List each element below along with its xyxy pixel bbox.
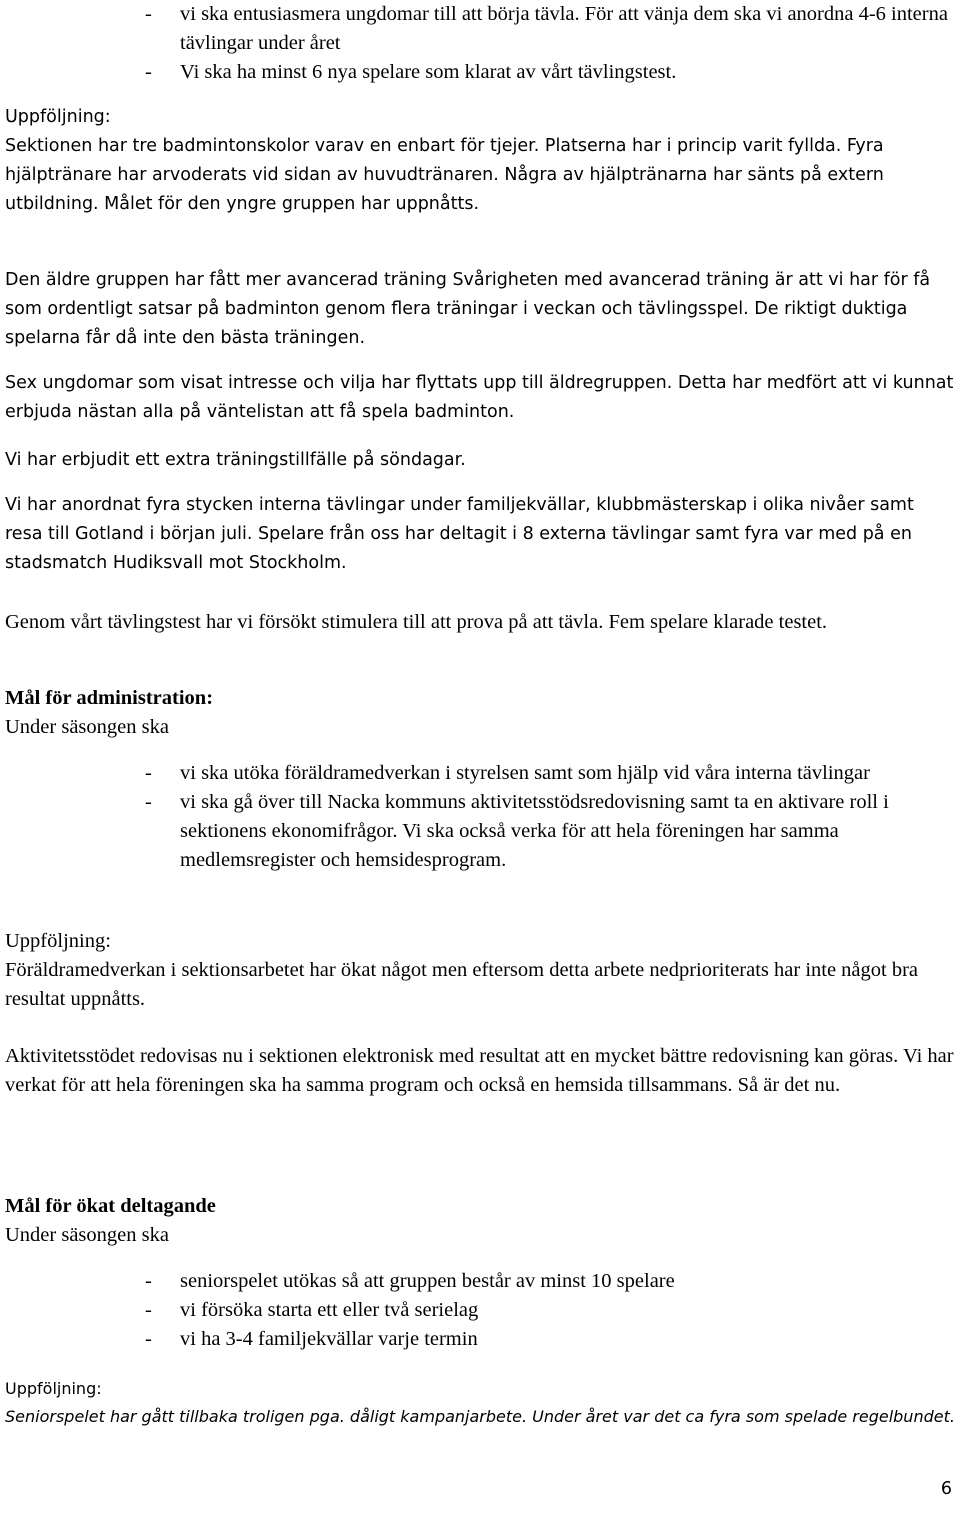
paragraph-six-youth: Sex ungdomar som visat intresse och vilja har flyttats upp till äldregruppen. Detta har medfört att vi kunnat erbjuda nästan alla på väntelistan att få spela badminton. [5, 373, 954, 422]
list-item: - vi ska gå över till Nacka kommuns aktivitetsstödsredovisning samt ta en aktivare roll i sektionens ekonomifrågor. Vi ska också verka för att hela föreningen har samma medlemsregister och hemsidesprogram. [145, 791, 889, 871]
admin-heading: Mål för administration: [5, 687, 214, 709]
goal-list-top [0, 0, 955, 87]
paragraph-test: Genom vårt tävlingstest har vi försökt stimulera till att prova på att tävla. Fem spelare klarade testet. [5, 611, 828, 633]
list-item: - vi ska utöka föräldramedverkan i styrelsen samt som hjälp vid våra interna tävlingar [145, 762, 870, 784]
followup-text: Föräldramedverkan i sektionsarbetet har ökat något men eftersom detta arbete nedprioriterats har inte något bra resultat uppnåtts. [5, 959, 919, 1010]
followup-label: Uppföljning: [5, 930, 111, 952]
admin-intro: Under säsongen ska [5, 716, 169, 738]
participation-goal-list [0, 1267, 955, 1354]
participation-intro: Under säsongen ska [5, 1224, 169, 1246]
followup-label: Uppföljning: [5, 107, 111, 127]
list-item: - vi ska entusiasmera ungdomar till att börja tävla. För att vänja dem ska vi anordna 4-6 interna tävlingar under året [145, 3, 948, 54]
participation-heading: Mål för ökat deltagande [5, 1195, 216, 1217]
paragraph-sunday: Vi har erbjudit ett extra träningstillfälle på söndagar. [5, 450, 466, 470]
followup-text: Seniorspelet har gått tillbaka troligen pga. dåligt kampanjarbete. Under året var det ca fyra som spelade regelbundet. [5, 1407, 955, 1426]
paragraph-competitions: Vi har anordnat fyra stycken interna tävlingar under familjekvällar, klubbmästerskap i olika nivåer samt resa till Gotland i början juli. Spelare från oss har deltagit i 8 externa tävlingar samt fyra var med på en stadsmatch Hudiksvall mot Stockholm. [5, 495, 914, 573]
list-item: - vi ha 3-4 familjekvällar varje termin [145, 1328, 478, 1350]
admin-followup [5, 927, 955, 1014]
participation-followup [5, 1375, 955, 1431]
followup-section-1 [5, 103, 955, 219]
list-item: - Vi ska ha minst 6 nya spelare som klarat av vårt tävlingstest. [145, 61, 677, 83]
followup-label: Uppföljning: [5, 1379, 102, 1398]
followup-text: Sektionen har tre badmintonskolor varav en enbart för tjejer. Platserna har i princip varit fyllda. Fyra hjälptränare har arvoderats vid sidan av huvudtränaren. Några av hjälptränarna har sänts på extern utbildning. Målet för den yngre gruppen har uppnåtts. [5, 136, 884, 214]
page-number: 6 [940, 1479, 952, 1499]
paragraph-older-group: Den äldre gruppen har fått mer avancerad träning Svårigheten med avancerad träning är att vi har för få som ordentligt satsar på badminton genom flera träningar i veckan och tävlingsspel. De riktigt duktiga spelarna får då inte den bästa träningen. [5, 270, 931, 348]
list-item: - vi försöka starta ett eller två serielag [145, 1299, 479, 1321]
paragraph-activity-support: Aktivitetsstödet redovisas nu i sektionen elektronisk med resultat att en mycket bättre redovisning kan göras. Vi har verkat för att hela föreningen ska ha samma program och också en hemsida tillsammans. Så är det nu. [5, 1045, 954, 1096]
admin-goal-list [0, 759, 955, 875]
list-item: - seniorspelet utökas så att gruppen består av minst 10 spelare [145, 1270, 675, 1292]
